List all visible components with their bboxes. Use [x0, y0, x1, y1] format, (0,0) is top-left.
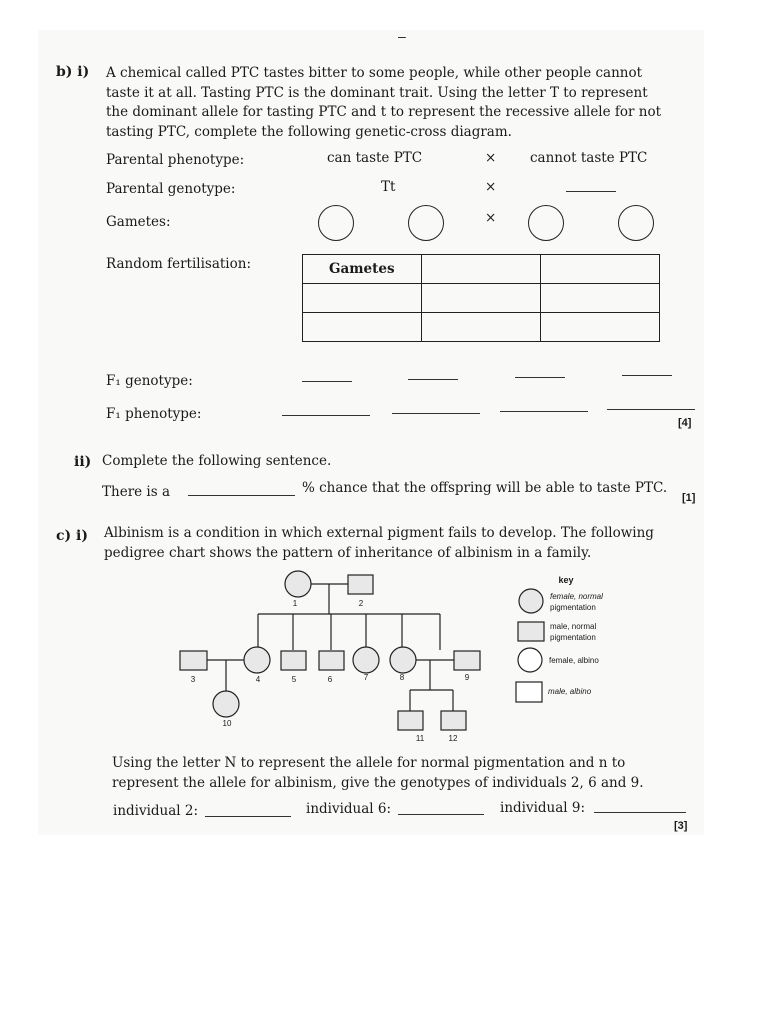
key-male-albino-label: male, albino: [548, 687, 592, 696]
pedigree-number: 10: [222, 719, 232, 728]
marks-b-ii: [1]: [682, 492, 696, 504]
key-male-normal-label: male, normal: [550, 622, 597, 631]
pedigree-number: 12: [448, 734, 458, 743]
random-fertilisation-label: Random fertilisation:: [106, 256, 251, 272]
pedigree-number: 3: [190, 675, 196, 684]
marks-c-i: [3]: [674, 820, 688, 832]
genotype-instruction-line: represent the allele for albinism, give the genotypes of individuals 2, 6 and 9.: [112, 774, 644, 791]
individual-9-label: individual 9:: [500, 800, 586, 816]
parent2-phenotype: cannot taste PTC: [530, 150, 648, 166]
key-female-normal-label: pigmentation: [550, 603, 596, 612]
pedigree-number: 11: [415, 734, 425, 743]
pedigree-female-normal-4: [244, 647, 270, 673]
pedigree-male-normal-11: [398, 711, 423, 730]
cross-symbol: ×: [485, 150, 497, 166]
page-mark: –: [398, 28, 406, 44]
f1-genotype-label: F₁ genotype:: [106, 373, 193, 389]
key-title: key: [558, 575, 574, 585]
pedigree-female-normal-1: [285, 571, 311, 597]
pedigree-number: 2: [358, 599, 364, 608]
pedigree-male-normal-3: [180, 651, 207, 670]
f1-phenotype-label: F₁ phenotype:: [106, 406, 202, 422]
individual-2-blank[interactable]: [205, 816, 291, 817]
key-male-normal-icon: [518, 622, 544, 641]
punnett-header-cell: Gametes: [303, 255, 422, 284]
pedigree-number: 5: [291, 675, 297, 684]
key-female-normal-icon: [519, 589, 543, 613]
question-c-i-line: pedigree chart shows the pattern of inheritance of albinism in a family.: [104, 544, 592, 561]
key-male-albino-icon: [516, 682, 542, 702]
gametes-label: Gametes:: [106, 214, 171, 230]
key-female-albino-icon: [518, 648, 542, 672]
key-female-albino-label: female, albino: [549, 656, 599, 665]
marks-b-i: [4]: [678, 417, 692, 429]
genotype-instructions: [112, 754, 644, 793]
parent1-phenotype: can taste PTC: [327, 150, 423, 166]
pedigree-number: 6: [327, 675, 333, 684]
pedigree-male-normal-9: [454, 651, 480, 670]
pedigree-male-normal-6: [319, 651, 344, 670]
individual-6-label: individual 6:: [306, 801, 392, 817]
pedigree-number: 1: [292, 599, 298, 608]
cross-symbol: ×: [485, 210, 497, 226]
question-b-ii-prompt: Complete the following sentence.: [102, 453, 332, 469]
pedigree-male-normal-12: [441, 711, 466, 730]
parental-genotype-label: Parental genotype:: [106, 181, 236, 197]
pedigree-female-albino-10: [213, 691, 239, 717]
question-b-i-line: the dominant allele for tasting PTC and t to represent the recessive allele for not: [106, 104, 662, 120]
key-female-normal-label: female, normal: [550, 592, 603, 601]
question-b-i-line: tasting PTC, complete the following genetic-cross diagram.: [106, 123, 512, 140]
genotype-instruction-line: Using the letter N to represent the allele for normal pigmentation and n to: [112, 755, 626, 771]
pedigree-male-normal-2: [348, 575, 373, 594]
individual-2-label: individual 2:: [113, 803, 199, 819]
pedigree-female-normal-8: [390, 647, 416, 673]
pedigree-female-normal-7: [353, 647, 379, 673]
question-b-i-line: taste it at all. Tasting PTC is the dominant trait. Using the letter T to represent: [106, 84, 648, 101]
question-label-b-ii: ii): [74, 454, 92, 470]
pedigree-number: 8: [399, 673, 405, 682]
key-male-normal-label: pigmentation: [550, 633, 596, 642]
pedigree-male-normal-5: [281, 651, 306, 670]
pedigree-number: 4: [255, 675, 261, 684]
question-label-c-i: c) i): [56, 528, 88, 544]
question-c-i-line: Albinism is a condition in which external pigment fails to develop. The following: [104, 525, 654, 541]
pedigree-key: [516, 575, 603, 702]
sentence-end: % chance that the offspring will be able to taste PTC.: [302, 480, 668, 496]
pedigree-number: 9: [464, 673, 470, 682]
individual-9-blank[interactable]: [594, 812, 686, 813]
sentence-start: There is a: [102, 484, 171, 500]
cross-symbol: ×: [485, 179, 497, 195]
parental-phenotype-label: Parental phenotype:: [106, 152, 245, 168]
parent1-genotype: Tt: [381, 179, 396, 195]
question-label-b-i: b) i): [56, 64, 90, 80]
pedigree-number: 7: [363, 673, 369, 682]
individual-6-blank[interactable]: [398, 814, 484, 815]
question-b-i-line: A chemical called PTC tastes bitter to some people, while other people cannot: [106, 65, 643, 81]
